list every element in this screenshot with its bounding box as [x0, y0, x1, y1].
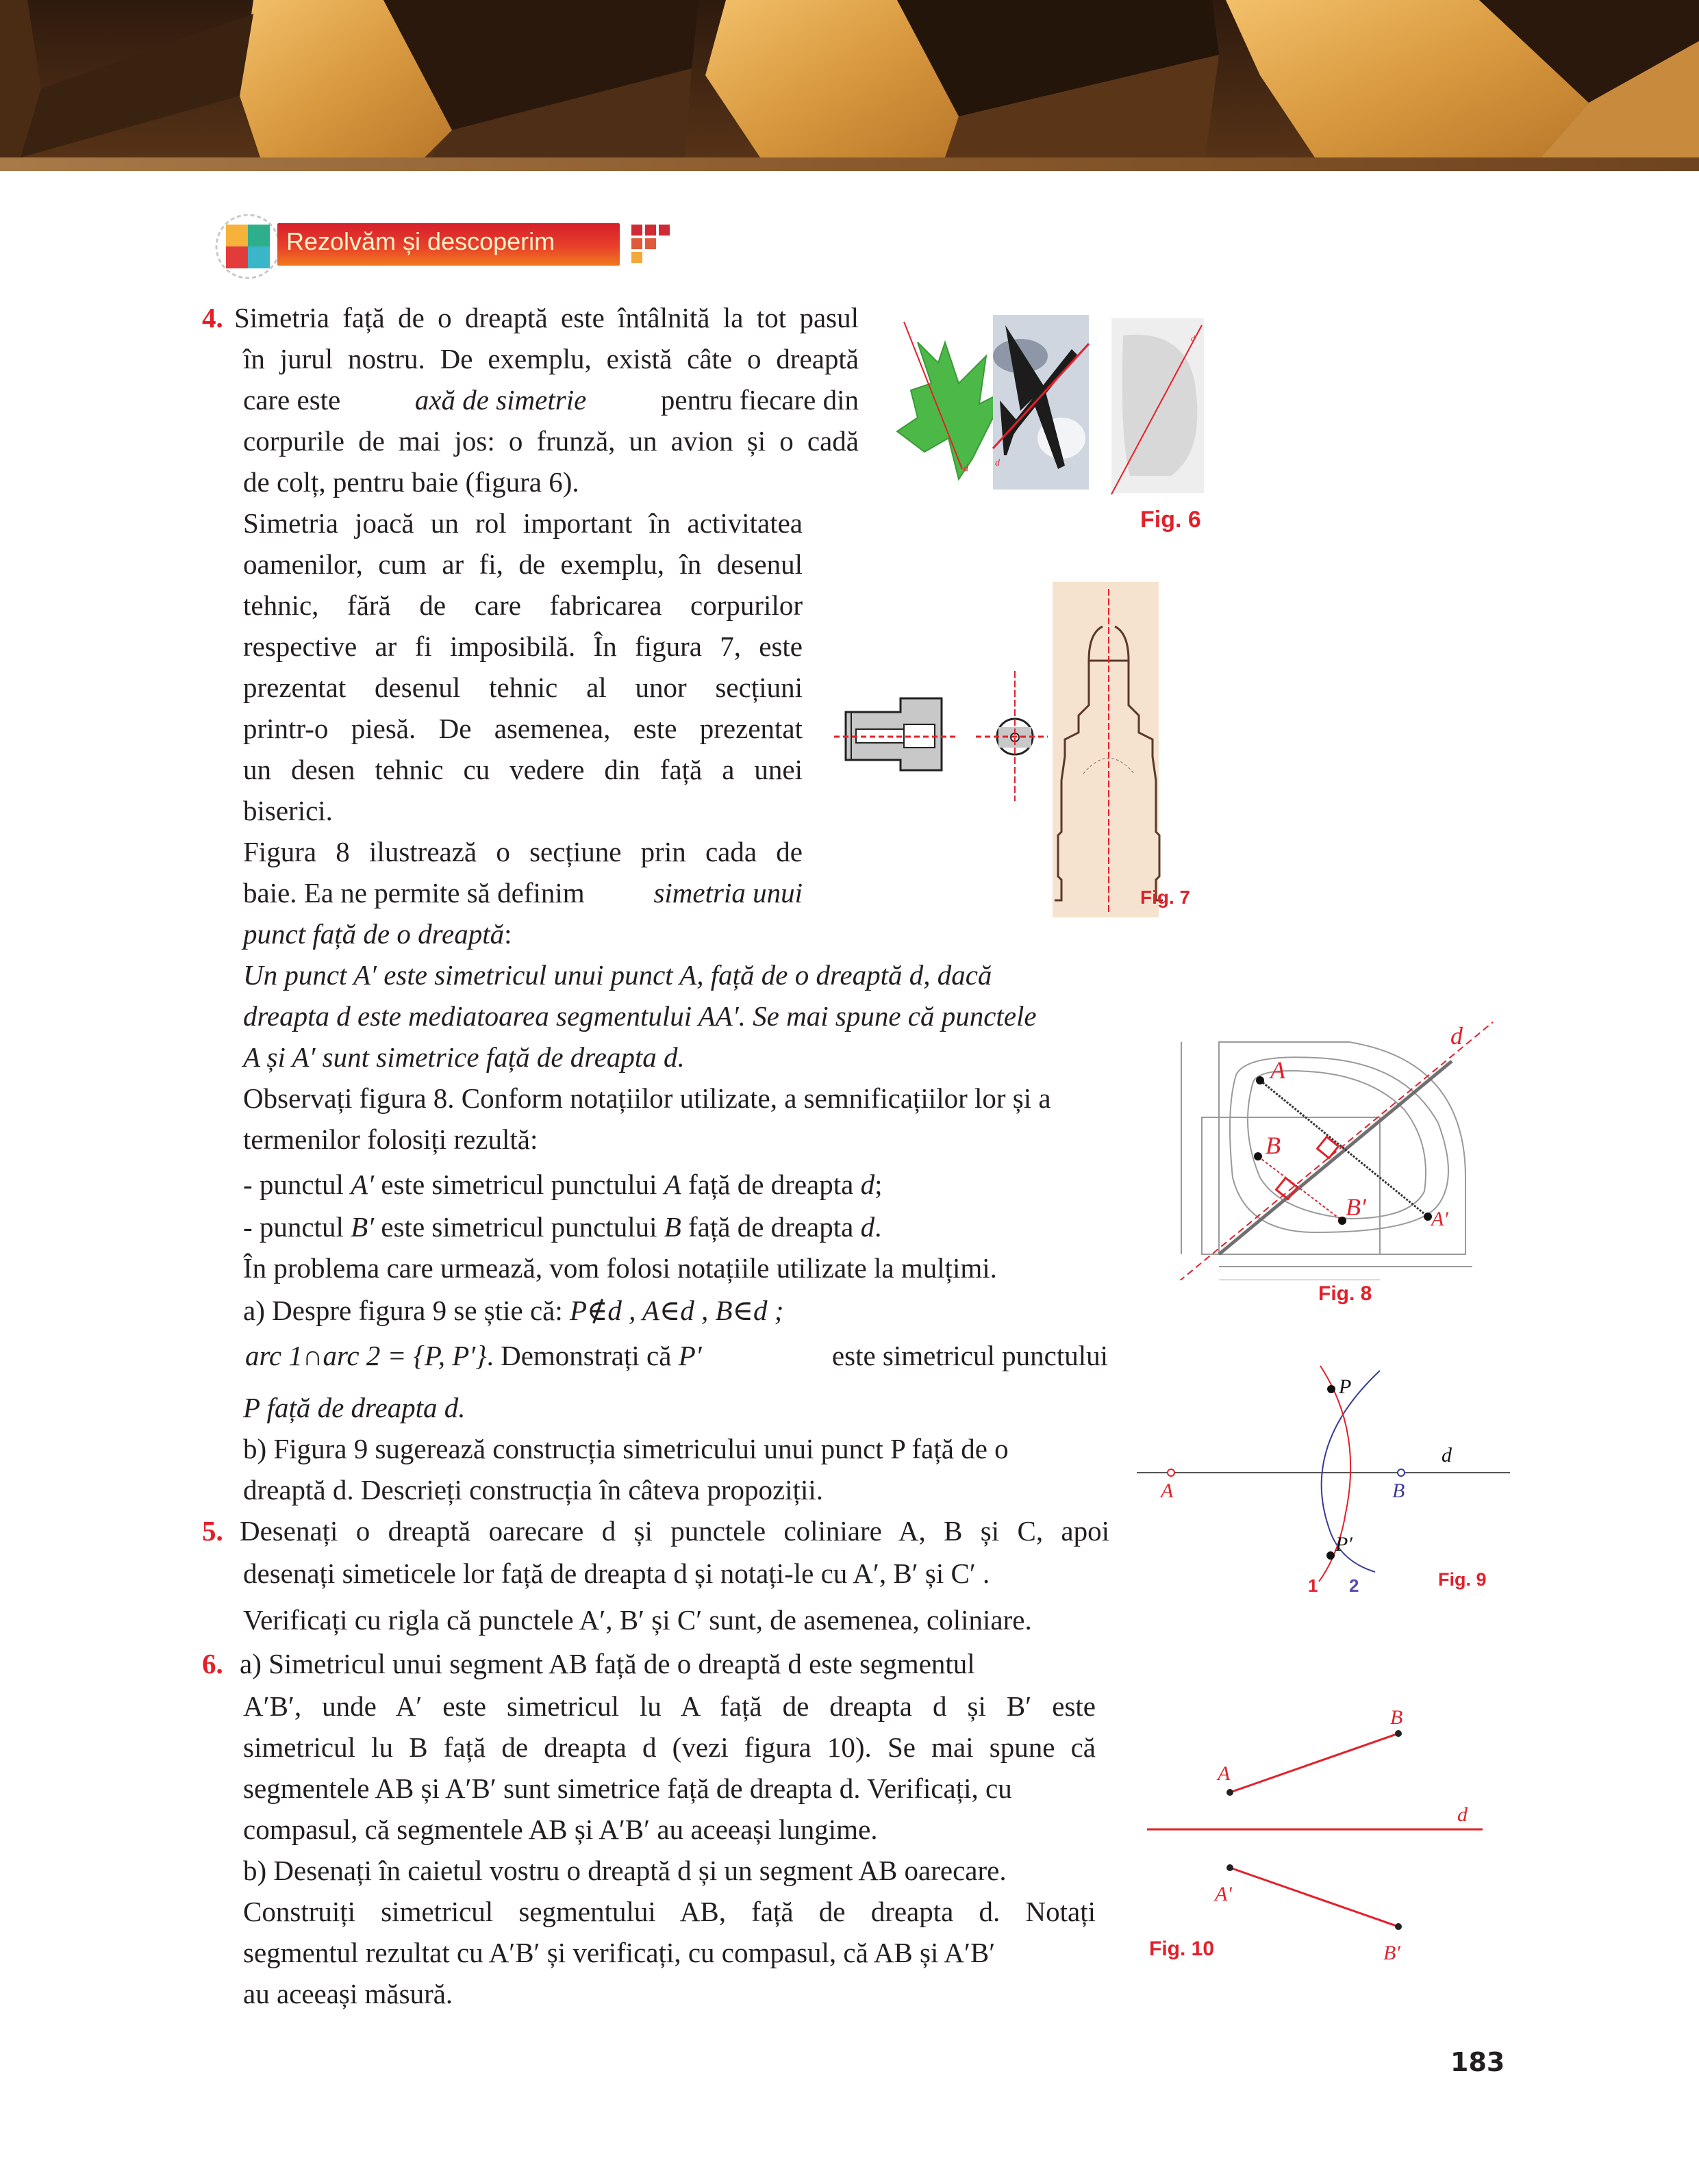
part-a-line1: a) Despre figura 9 se știe că: P∉d , A∈d , B∈d ; [243, 1295, 784, 1326]
section-header [212, 218, 664, 279]
svg-text:A′: A′ [1215, 1883, 1232, 1905]
figure-8 [1144, 1006, 1527, 1321]
svg-text:P: P [1339, 1375, 1352, 1398]
ex4-p2-line: oamenilor, cum ar fi, de exemplu, în desenul [243, 548, 803, 580]
ex4-p3-line [243, 913, 512, 954]
part-a-line2: arc 1∩arc 2 = {P, P′}. Demonstrați că P′ este simetricul punctului [245, 1340, 1108, 1371]
fig6-images [883, 301, 1568, 507]
corner-bathtub-image [1111, 318, 1204, 494]
fig7-label: Fig. 7 [1140, 887, 1191, 908]
ex4-p2-line: respective ar fi imposibilă. În figura 7, este [243, 631, 803, 662]
ex4-p3-line: Figura 8 ilustrează o secțiune prin cada de [243, 836, 803, 867]
svg-text:A: A [1270, 1056, 1285, 1084]
ex5-line: Desenați o dreaptă oarecare d și punctele coliniare A, B și C, apoi [240, 1515, 1109, 1547]
term-simetria-unui: simetria unui [653, 877, 803, 909]
observe-line: termenilor folosiți rezultă: [243, 1123, 538, 1155]
fig10-segments [1123, 1691, 1520, 1979]
definition-line: dreapta d este mediatoarea segmentului AA′. Se mai spune că punctele [243, 1000, 1037, 1032]
fig6-label: Fig. 6 [1140, 507, 1201, 533]
gold-blocks-image [0, 0, 1699, 171]
svg-text:d: d [1450, 1022, 1463, 1050]
svg-text:B′: B′ [1346, 1193, 1366, 1221]
svg-text:B′: B′ [1383, 1942, 1400, 1964]
leaf-icon [897, 322, 1007, 479]
ex5-line: Verificați cu rigla că punctele A′, B′ și C′ sunt, de asemenea, coliniare. [243, 1604, 1032, 1636]
bullet-a-prime: - punctul A′ este simetricul punctului A față de dreapta d; [243, 1169, 883, 1200]
fig7-drawings [829, 575, 1582, 917]
ex4-p2-line: un desen tehnic cu vedere din față a unei [243, 754, 803, 785]
technical-round-section [976, 671, 1048, 801]
fig9-construction [1123, 1356, 1520, 1602]
svg-text:d: d [1457, 1803, 1468, 1826]
church-drawing [1053, 582, 1163, 917]
exercise-4-number: 4. [202, 302, 223, 333]
part-b-line: b) Figura 9 sugerează construcția simetricului unui punct P față de o [243, 1433, 1009, 1464]
svg-text:d: d [1442, 1444, 1452, 1466]
ex4-p1-line: de colț, pentru baie (figura 6). [243, 466, 579, 498]
observe-line: Observați figura 8. Conform notațiilor utilizate, a semnificațiilor lor și a [243, 1082, 1051, 1114]
svg-text:2: 2 [1349, 1575, 1359, 1596]
ex6a-line: segmentele AB și A′B′ sunt simetrice față de dreapta d. Verificați, cu [243, 1773, 1012, 1804]
fig9-label: Fig. 9 [1438, 1569, 1487, 1590]
ex4-p1-line: corpurile de mai jos: o frunză, un avion și o cadă [243, 425, 859, 457]
technical-part-section [834, 698, 955, 770]
ex4-p2-line: tehnic, fără de care fabricarea corpurilor [243, 589, 803, 621]
figure-7 [829, 575, 1582, 917]
svg-text:P′: P′ [1335, 1533, 1352, 1556]
header-banner [0, 0, 1699, 171]
svg-text:A′: A′ [1431, 1208, 1448, 1230]
figure-9 [1123, 1356, 1520, 1602]
text: care este [243, 384, 341, 416]
ex4-p1-line [243, 379, 859, 420]
term-punct-fata-de-o-dreapta: punct față de o dreaptă [243, 918, 505, 950]
figure-10 [1123, 1691, 1520, 1979]
figure-6 [883, 301, 1568, 548]
fig10-label: Fig. 10 [1149, 1938, 1215, 1960]
puzzle-gear-icon [212, 211, 288, 286]
svg-text:B: B [1266, 1132, 1281, 1159]
ex6a-line: simetricul lu B față de dreapta d (vezi figura 10). Se mai spune că [243, 1731, 1096, 1763]
part-a-line3: P față de dreapta d. [243, 1392, 466, 1423]
section-title: Rezolvăm și descoperim [286, 227, 555, 255]
fig8-bathtub-section [1144, 1006, 1527, 1280]
ex4-p2-line: printr-o piesă. De asemenea, este prezentat [243, 713, 803, 744]
text: baie. Ea ne permite să definim [243, 877, 592, 909]
ex6b-line: Construiți simetricul segmentului AB, față de dreapta d. Notați [243, 1896, 1096, 1927]
ex6b-line: segmentul rezultat cu A′B′ și verificați, cu compasul, că AB și A′B′ [243, 1937, 996, 1968]
ex6b-line: au aceeași măsură. [243, 1978, 453, 2009]
ex4-p2-line: Simetria joacă un rol important în activitatea [243, 507, 803, 539]
ex4-p2-line: prezentat desenul tehnic al unor secțiuni [243, 672, 803, 703]
ex6a-line: A′B′, unde A′ este simetricul lu A față de dreapta d și B′ este [243, 1690, 1096, 1722]
svg-text:A: A [1161, 1480, 1174, 1502]
ex4-p3-line [243, 872, 803, 913]
page-number: 183 [1450, 2047, 1505, 2077]
text: pentru fiecare din [660, 384, 859, 416]
svg-text:A: A [1218, 1762, 1231, 1785]
svg-text:B: B [1390, 1706, 1403, 1729]
ex6a-line: compasul, că segmentele AB și A′B′ au aceeași lungime. [243, 1814, 878, 1845]
ex6a-line: a) Simetricul unui segment AB față de o dreaptă d este segmentul [240, 1648, 975, 1679]
ex4-p1-line: în jurul nostru. De exemplu, există câte o dreaptă [243, 343, 859, 374]
svg-text:1: 1 [1308, 1575, 1318, 1596]
ex5-line: desenați simeticele lor față de dreapta d și notați-le cu A′, B′ și C′ . [243, 1558, 990, 1589]
exercise-6-number: 6. [202, 1648, 223, 1679]
text: : [504, 918, 512, 950]
exercise-5-number: 5. [202, 1515, 223, 1547]
ex4-p2-line: biserici. [243, 795, 333, 826]
svg-text:B: B [1392, 1480, 1405, 1502]
svg-text:d: d [964, 464, 968, 474]
svg-text:d: d [1191, 333, 1195, 343]
definition-line: A și A′ sunt simetrice față de dreapta d. [243, 1041, 685, 1073]
term-axa-de-simetrie: axă de simetrie [414, 384, 587, 416]
airplane-image [993, 315, 1089, 490]
sets-intro: În problema care urmează, vom folosi notațiile utilizate la mulțimi. [243, 1252, 997, 1284]
fig8-label: Fig. 8 [1318, 1282, 1372, 1305]
bullet-b-prime: - punctul B′ este simetricul punctului B față de dreapta d. [243, 1211, 882, 1243]
definition-line: Un punct A′ este simetricul unui punct A, față de o dreaptă d, dacă [243, 959, 992, 991]
ex4-p1-line: Simetria față de o dreaptă este întâlnită la tot pasul [234, 302, 859, 333]
part-b-line: dreaptă d. Descrieți construcția în câteva propoziții. [243, 1474, 823, 1506]
ex6b-line: b) Desenați în caietul vostru o dreaptă d și un segment AB oarecare. [243, 1855, 1007, 1886]
svg-text:d: d [995, 458, 1000, 468]
